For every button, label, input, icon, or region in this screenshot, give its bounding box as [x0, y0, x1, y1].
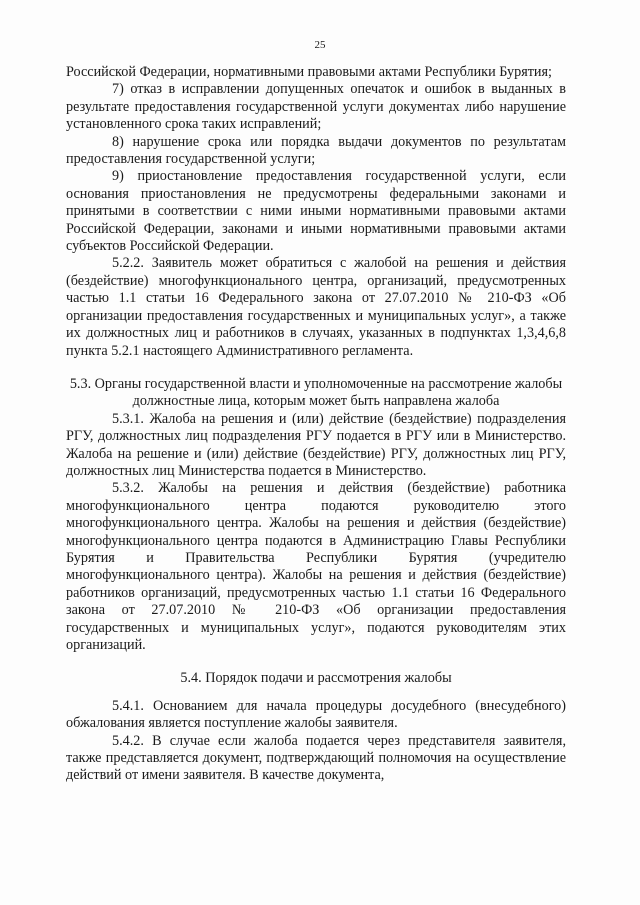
list-item-7: 7) отказ в исправлении допущенных опечаток и ошибок в выданных в результате предоставления государственной услуги документах либо нарушение установленного срока таких исправлений;: [66, 81, 566, 133]
page-number: 25: [314, 39, 326, 51]
paragraph-continuation: Российской Федерации, нормативными правовыми актами Республики Бурятия;: [66, 64, 552, 80]
page-body: [66, 64, 566, 785]
paragraph-5-4-1: 5.4.1. Основанием для начала процедуры досудебного (внесудебного) обжалования является поступление жалобы заявителя.: [66, 697, 566, 732]
section-heading-5-4: 5.4. Порядок подачи и рассмотрения жалобы: [180, 670, 452, 687]
section-heading-5-3: 5.3. Органы государственной власти и уполномоченные на рассмотрение жалобы должностные лица, которым может быть направлена жалоба: [69, 375, 563, 410]
list-item-9: 9) приостановление предоставления государственной услуги, если основания приостановления не предусмотрены федеральными законами и принятыми в соответствии с ними иными нормативными правовыми актами Российской Федерации, законами и иными нормативными правовыми актами субъектов Российской Федерации.: [66, 168, 566, 255]
paragraph-5-3-2: 5.3.2. Жалобы на решения и действия (бездействие) работника многофункционального центра подаются руководителю этого многофункционального центра. Жалобы на решения и действия (бездействие) многофункционального центра подаются в Администрацию Главы Республики Бурятия и Правительства Республики Бурятия (учредителю многофункционального центра). Жалобы на решения и действия (бездействие) работников организаций, предусмотренных частью 1.1 статьи 16 Федерального закона от 27.07.2010 № 210-ФЗ «Об организации предоставления государственных и муниципальных услуг», подаются руководителям этих организаций.: [66, 480, 566, 653]
paragraph-5-4-2: 5.4.2. В случае если жалоба подается через представителя заявителя, также представляется документ, подтверждающий полномочия на осуществление действий от имени заявителя. В качестве документа,: [66, 732, 566, 784]
paragraph-5-3-1: 5.3.1. Жалоба на решения и (или) действие (бездействие) подразделения РГУ, должностных лиц подразделения РГУ подается в РГУ или в Министерство. Жалоба на решение и (или) действие (бездействие) РГУ, должностных лиц РГУ, должностных лиц Министерства подается в Министерство.: [66, 410, 566, 479]
list-item-8: 8) нарушение срока или порядка выдачи документов по результатам предоставления государственной услуги;: [66, 133, 566, 168]
paragraph-5-2-2: 5.2.2. Заявитель может обратиться с жалобой на решения и действия (бездействие) многофункционального центра, организаций, предусмотренных частью 1.1 статьи 16 Федерального закона от 27.07.2010 № 210-ФЗ «Об организации предоставления государственных и муниципальных услуг», а также их должностных лиц и работников в случаях, указанных в подпунктах 1,3,4,6,8 пункта 5.2.1 настоящего Административного регламента.: [66, 255, 566, 359]
